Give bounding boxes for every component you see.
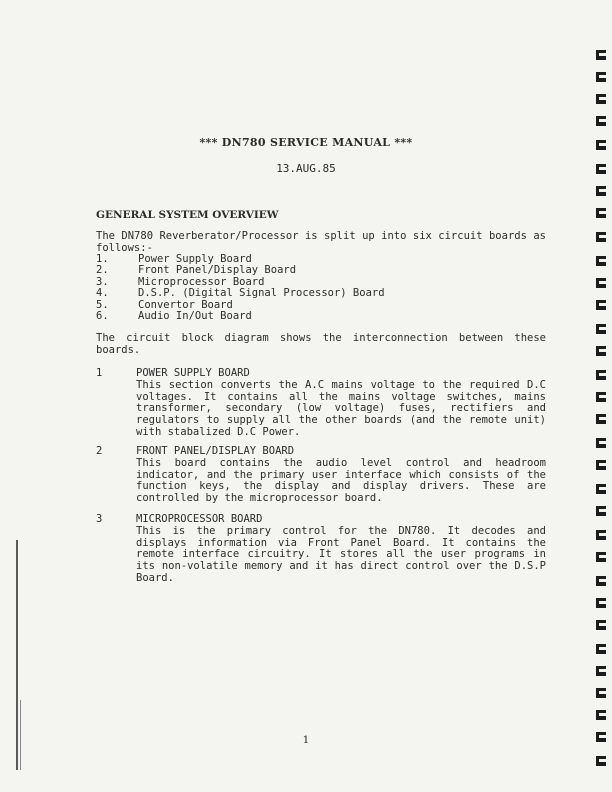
- binding-hole: [596, 688, 606, 698]
- binding-hole: [596, 232, 606, 242]
- list-item-label: Front Panel/Display Board: [138, 264, 297, 277]
- section-body: This board contains the audio level control and headroom indicator, and the primary user interface which consists of the function keys, the display and display drivers. These are controlled by the microprocessor board.: [136, 456, 546, 505]
- board-section-microprocessor: [96, 514, 546, 585]
- binding-hole: [596, 186, 606, 196]
- section-number: 1: [96, 367, 103, 379]
- section-title: POWER SUPPLY BOARD: [136, 367, 250, 379]
- page-number: 1: [302, 734, 310, 746]
- list-item-number: 1.: [96, 253, 109, 265]
- list-item-label: Microprocessor Board: [138, 275, 265, 288]
- section-number: 2: [96, 445, 103, 457]
- list-item-number: 5.: [96, 298, 109, 311]
- list-item-label: Power Supply Board: [138, 253, 252, 265]
- list-item-number: 3.: [96, 275, 109, 288]
- binding-hole: [596, 484, 606, 494]
- binding-hole: [596, 392, 606, 402]
- section-heading: GENERAL SYSTEM OVERVIEW: [96, 209, 279, 221]
- list-item-label: D.S.P. (Digital Signal Processor) Board: [138, 287, 385, 300]
- binding-hole: [596, 414, 606, 424]
- section-title: FRONT PANEL/DISPLAY BOARD: [136, 445, 295, 457]
- list-item: [96, 288, 385, 299]
- binding-hole: [596, 370, 606, 380]
- list-item-label: Audio In/Out Board: [138, 310, 252, 323]
- manual-date: 13.AUG.85: [276, 162, 336, 175]
- section-body: This section converts the A.C mains voltage to the required D.C voltages. It contains all the mains voltage switches, mains transformer, secondary (low voltage) fuses, rectifiers and regulators to supply all the other boards (and the remote unit) with stabalized D.C Power.: [136, 378, 546, 438]
- binding-hole: [596, 530, 606, 540]
- section-number: 3: [96, 513, 103, 525]
- list-item-number: 2.: [96, 264, 109, 277]
- binding-hole: [596, 576, 606, 586]
- binding-hole: [596, 460, 606, 470]
- binding-hole: [596, 324, 606, 334]
- board-list: [96, 254, 385, 322]
- binding-hole: [596, 666, 606, 676]
- binding-hole: [596, 756, 606, 766]
- binding-hole: [596, 598, 606, 608]
- list-item-number: 4.: [96, 287, 109, 300]
- binding-hole: [596, 72, 606, 82]
- board-section-power-supply: [96, 368, 546, 439]
- binding-hole: [596, 116, 606, 126]
- binding-hole: [596, 208, 606, 218]
- binding-hole: [596, 94, 606, 104]
- binding-hole: [596, 552, 606, 562]
- section-title: MICROPROCESSOR BOARD: [136, 513, 263, 525]
- binding-hole: [596, 346, 606, 356]
- binding-hole: [596, 300, 606, 310]
- binding-hole: [596, 438, 606, 448]
- board-section-front-panel: [96, 446, 546, 505]
- binding-hole: [596, 256, 606, 266]
- binding-hole: [596, 506, 606, 516]
- list-item: [96, 311, 385, 322]
- diagram-note-paragraph: The circuit block diagram shows the interconnection between these boards.: [96, 332, 546, 356]
- binding-hole: [596, 710, 606, 720]
- list-item-number: 6.: [96, 310, 109, 323]
- intro-paragraph: The DN780 Reverberator/Processor is split up into six circuit boards as follows:-: [96, 230, 546, 254]
- binding-hole: [596, 644, 606, 654]
- binding-hole: [596, 50, 606, 60]
- manual-title: *** DN780 SERVICE MANUAL ***: [199, 136, 413, 149]
- list-item-label: Convertor Board: [138, 298, 233, 311]
- section-body: This is the primary control for the DN780. It decodes and displays information via Front Panel Board. It contains the remote interface circuitry. It stores all the user programs in its non-volatile memory and it has direct control over the D.S.P Board.: [136, 524, 546, 584]
- binding-hole: [596, 620, 606, 630]
- binding-hole: [596, 278, 606, 288]
